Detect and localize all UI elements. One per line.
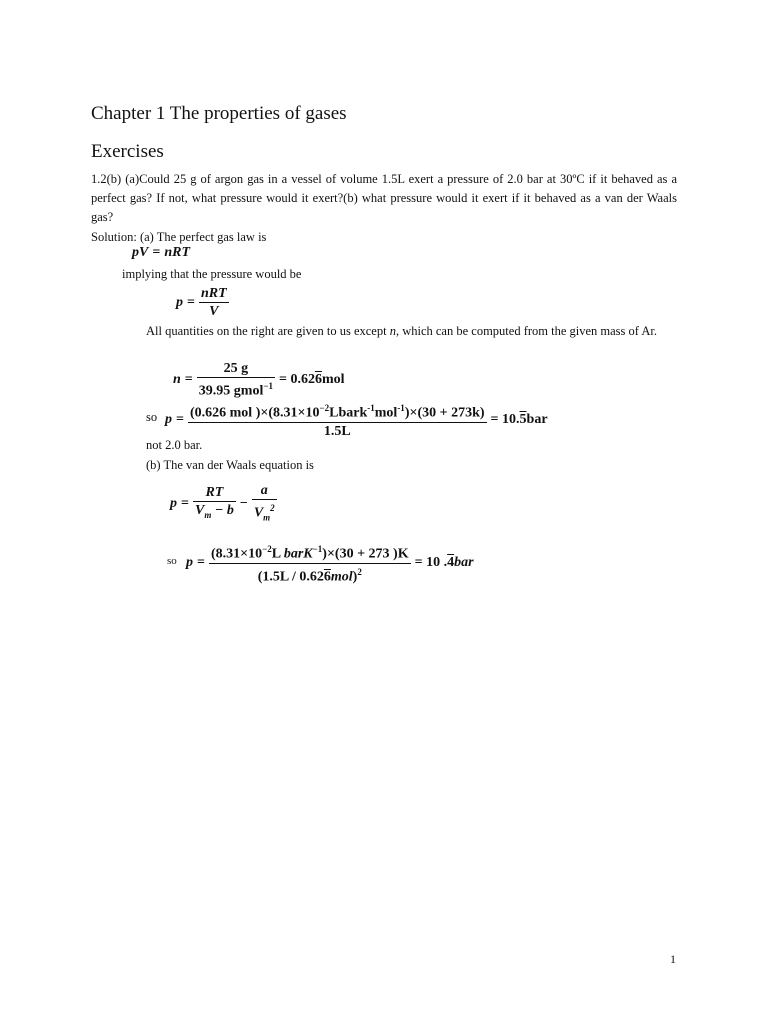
eq-calc2-den-c: ) (352, 569, 358, 585)
eq-calc2-equals: = (197, 555, 205, 571)
eq-p-denominator: V (209, 304, 219, 319)
eq-vdw-num1: RT (193, 484, 236, 502)
implying-text: implying that the pressure would be (122, 267, 302, 281)
eq-vdw-fraction-2 (252, 482, 277, 526)
eq-calc2-num-exp1: −2 (262, 544, 272, 554)
eq-p-lhs: p (176, 294, 183, 310)
not-text: not 2.0 bar. (146, 438, 203, 452)
eq-n-denominator (197, 378, 275, 400)
eq-calc2-result-unit: bar (454, 555, 474, 571)
eq-calc2-den-exp: 2 (357, 566, 362, 577)
eq-calc1-num-exp1: −2 (319, 403, 330, 413)
eq-vdw-den2-v: V (253, 505, 264, 521)
eq-calc2-num-d: )×(30 + 273 )K (322, 546, 409, 562)
eq-pv-equals: = (152, 245, 161, 260)
quantities-text-b: , which can be computed from the given mass of Ar. (395, 324, 658, 338)
eq-calc1-result-unit: bar (526, 411, 548, 427)
eq-calc1-num-exp2: -1 (367, 403, 375, 413)
eq-pv-lhs: pV (132, 245, 149, 260)
eq-calc1-result-digit: 5 (519, 411, 527, 427)
equation-vdw-calc (186, 541, 474, 585)
eq-vdw-den1-b: − b (211, 503, 234, 519)
eq-calc1-denominator: 1.5L (323, 423, 351, 439)
eq-vdw-fraction-1 (193, 484, 236, 524)
problem-text: 1.2(b) (a)Could 25 g of argon gas in a vessel of volume 1.5L exert a pressure of 2.0 bar at 30ºC if it behaved as a perfect gas? If not, what pressure would it exert?(b) what pressure would it exert if it behaved as a van der Waals gas? (91, 172, 677, 224)
equation-pressure (176, 285, 229, 320)
solution-intro: Solution: (a) The perfect gas law is (91, 230, 267, 244)
eq-n-den-main: 39.95 gmol (198, 383, 264, 399)
eq-vdw-minus: − (239, 496, 248, 512)
eq-calc2-lhs: p (186, 555, 193, 571)
eq-p-fraction (199, 285, 229, 320)
eq-calc2-result: = 10 . (414, 555, 448, 571)
eq-n-result-unit: mol (321, 371, 345, 387)
eq-calc2-den-b: mol (330, 569, 353, 585)
eq-vdw-den2 (252, 500, 277, 526)
eq-calc1-numerator (188, 400, 487, 423)
eq-calc1-result: = 10. (490, 411, 520, 427)
eq-calc2-denominator (209, 564, 411, 586)
eq-vdw-den1-sub: m (204, 510, 212, 521)
so-label-1: so (146, 410, 158, 424)
eq-calc2-num-exp2: −1 (312, 544, 323, 554)
eq-calc1-num-a: (0.626 mol )×(8.31×10 (189, 405, 320, 421)
quantities-text-a: All quantities on the right are given to us except (146, 324, 390, 338)
eq-p-equals: = (187, 294, 195, 310)
eq-calc2-numerator (209, 541, 411, 564)
equation-van-der-waals (170, 482, 277, 526)
page-number: 1 (670, 952, 676, 966)
eq-p-numerator: nRT (200, 286, 227, 301)
chapter-title: Chapter 1 The properties of gases (91, 103, 347, 124)
eq-n-lhs: n (173, 371, 181, 387)
eq-n-equals: = (184, 371, 193, 387)
eq-calc1-num-exp3: -1 (397, 403, 405, 413)
eq-vdw-den1-a: V (194, 503, 205, 519)
equation-perfect-gas-law (132, 245, 190, 261)
eq-vdw-num2: a (252, 482, 277, 500)
eq-calc1-equals: = (176, 411, 184, 427)
equation-pressure-calc (165, 400, 548, 440)
eq-vdw-lhs: p (170, 496, 177, 512)
eq-pv-rhs: nRT (164, 245, 191, 260)
eq-n-result: = 0.62 (278, 371, 315, 387)
eq-calc2-fraction (209, 541, 411, 585)
eq-vdw-den2-sub: m (263, 512, 271, 523)
eq-calc2-num-b: L (271, 546, 284, 562)
section-title: Exercises (91, 141, 164, 162)
eq-calc2-num-c: barK (283, 546, 313, 562)
eq-n-result-digit: 6 (314, 371, 322, 387)
eq-calc1-lhs: p (165, 411, 172, 427)
eq-calc1-num-end: )×(30 + 273k) (404, 405, 485, 421)
eq-calc2-result-digit: 4 (447, 555, 455, 571)
eq-n-numerator: 25 g (197, 360, 275, 378)
eq-calc2-den-a: (1.5L / 0.62 (257, 569, 324, 585)
eq-calc2-den-digit: 6 (323, 569, 331, 585)
eq-n-fraction (197, 360, 275, 400)
eq-vdw-equals: = (181, 496, 189, 512)
so-label-2: so (167, 555, 177, 567)
quantities-text (146, 322, 676, 341)
eq-calc2-num-a: (8.31×10 (210, 546, 263, 562)
eq-vdw-den1 (193, 502, 236, 524)
eq-calc1-num-mid2: mol (374, 405, 398, 421)
vdw-intro: (b) The van der Waals equation is (146, 458, 314, 472)
equation-moles (173, 360, 345, 400)
eq-n-den-exp: −1 (263, 381, 273, 391)
eq-calc1-num-mid: Lbark (329, 405, 368, 421)
quantities-var: n (389, 324, 396, 338)
eq-calc1-fraction (188, 400, 487, 440)
eq-vdw-den2-exp: 2 (270, 503, 275, 513)
